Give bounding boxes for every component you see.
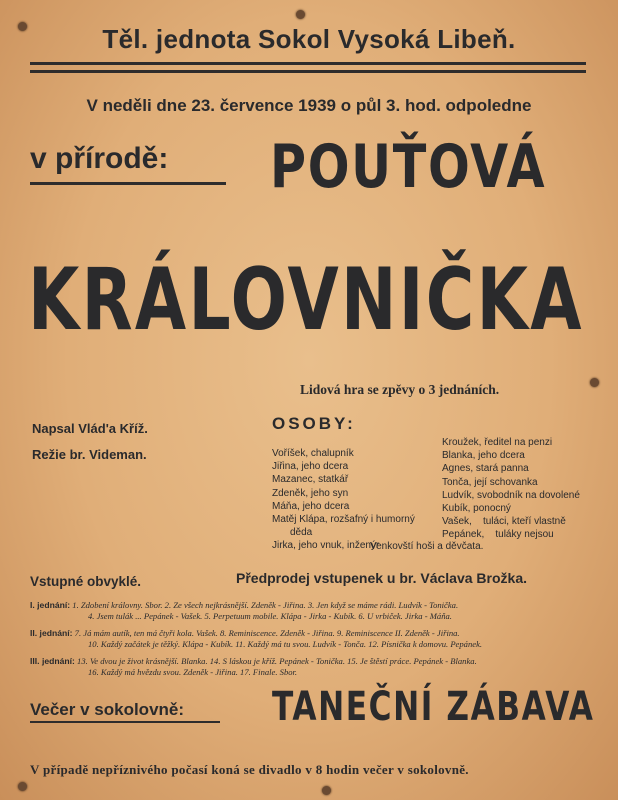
- cast-item: Kubík, ponocný: [442, 503, 511, 515]
- cast-item: děda: [290, 527, 313, 539]
- cast-item: Blanka, jeho dcera: [442, 450, 525, 462]
- act-line: 4. Jsem tulák ... Pepánek - Vašek. 5. Perpetuum mobile. Klápa - Jirka - Kubík. 6. U vrbiček. Jirka - Máňa.: [88, 611, 452, 621]
- act-label: III. jednání:: [30, 656, 75, 666]
- cast-item: Matěj Klápa, rozšafný i humorný: [272, 514, 415, 526]
- director-credit: Režie br. Videman.: [32, 447, 147, 462]
- pin-hole-icon: [18, 22, 27, 31]
- play-title-line2: KRÁLOVNIČKA: [28, 250, 584, 350]
- author-credit: Napsal Vlád'a Kříž.: [32, 421, 148, 436]
- cast-extras: Venkovští hoši a děvčata.: [370, 541, 484, 552]
- cast-heading: OSOBY:: [272, 414, 356, 433]
- organization-heading: Těl. jednota Sokol Vysoká Libeň.: [102, 24, 516, 54]
- act-label: II. jednání:: [30, 628, 73, 638]
- cast-item: Mazanec, statkář: [272, 474, 349, 486]
- pin-hole-icon: [296, 10, 305, 19]
- dance-event-title: TANEČNÍ ZÁBAVA: [272, 684, 595, 730]
- cast-item: Kroužek, ředitel na penzi: [442, 437, 553, 448]
- cast-item: Pepánek, tuláky nejsou: [442, 529, 554, 541]
- presale-info: Předprodej vstupenek u br. Václava Brožka.: [236, 570, 527, 586]
- act-line: 10. Každý začátek je těžký. Klápa - Kubík. 11. Každý má tu svou. Ludvík - Tonča. 12. Písnička k domovu. Pepánek.: [88, 639, 483, 649]
- date-line: V neděli dne 23. července 1939 o půl 3. hod. odpoledne: [86, 96, 532, 115]
- pin-hole-icon: [322, 786, 331, 795]
- cast-item: Zdeněk, jeho syn: [272, 487, 349, 499]
- act-block: [30, 656, 477, 667]
- play-title-line1: POUŤOVÁ: [270, 132, 547, 202]
- act-block: [30, 600, 458, 611]
- act-line: 1. Zdobení královny. Sbor. 2. Ze všech nejkrásnější. Zdeněk - Jiřina. 3. Jen když se máme rádi. Ludvík - Tonička.: [72, 600, 459, 610]
- act-line: 13. Ve dvou je život krásnější. Blanka. 14. S láskou je kříž. Pepánek - Tonička. 15. Je štěstí práce. Pepánek - Blanka.: [77, 656, 477, 666]
- cast-item: Ludvík, svobodník na dovolené: [442, 489, 580, 501]
- cast-item: Jiřina, jeho dcera: [272, 461, 349, 473]
- cast-item: Tonča, její schovanka: [442, 476, 538, 488]
- cast-item: Voříšek, chalupník: [272, 448, 354, 459]
- play-subtitle: Lidová hra se zpěvy o 3 jednáních.: [300, 382, 500, 397]
- cast-list-left: [272, 447, 415, 553]
- header-rule-top: [30, 62, 586, 65]
- venue-underline: [30, 182, 226, 185]
- venue-label: v přírodě:: [30, 142, 169, 175]
- evening-label: Večer v sokolovně:: [30, 700, 185, 719]
- act-label: I. jednání:: [30, 600, 71, 610]
- pin-hole-icon: [590, 378, 599, 387]
- cast-list-right: [442, 436, 580, 542]
- cast-item: Agnes, stará panna: [442, 463, 529, 475]
- cast-item: Máňa, jeho dcera: [272, 500, 350, 512]
- pin-hole-icon: [18, 782, 27, 791]
- header-rule-bottom: [30, 70, 586, 73]
- cast-item: Jirka, jeho vnuk, inženýr: [272, 540, 380, 552]
- entry-fee: Vstupné obvyklé.: [30, 574, 142, 589]
- act-line: 16. Každý má hvězdu svou. Zdeněk - Jiřina. 17. Finale. Sbor.: [88, 667, 298, 677]
- act-line: 7. Já mám autík, ten má čtyři kola. Vašek. 8. Reminiscence. Zdeněk - Jiřina. 9. Reminiscence II. Zdeněk - Jiřina.: [74, 628, 460, 638]
- weather-notice: V případě nepříznivého počasí koná se divadlo v 8 hodin večer v sokolovně.: [30, 762, 469, 777]
- act-block: [30, 628, 460, 639]
- evening-underline: [30, 721, 220, 723]
- cast-item: Vašek, tuláci, kteří vlastně: [442, 516, 566, 528]
